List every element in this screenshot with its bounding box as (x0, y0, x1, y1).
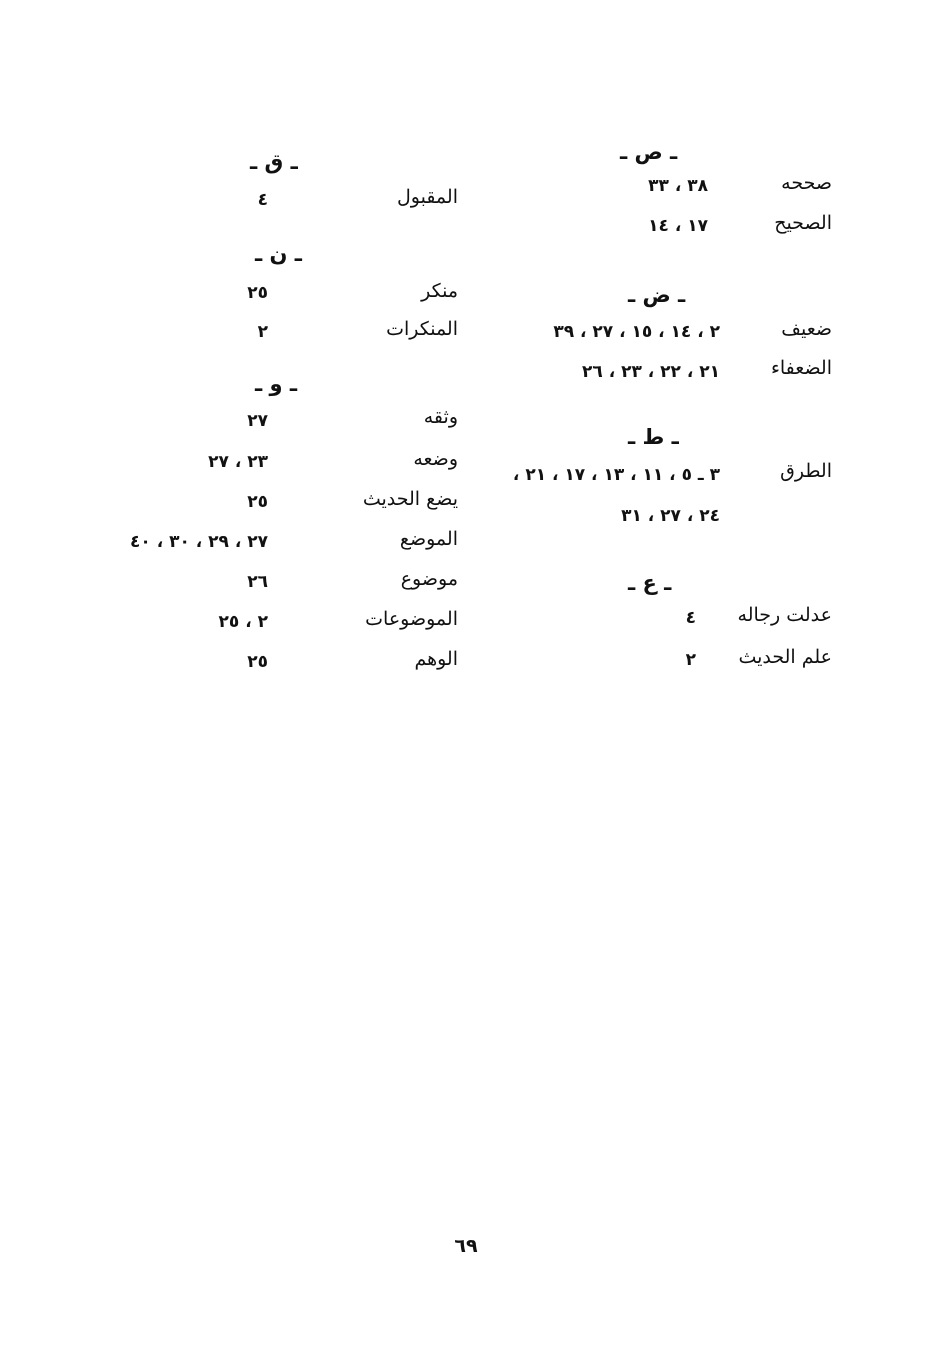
index-pages: ٢٦ (247, 572, 268, 592)
index-term: الطرق (780, 460, 832, 482)
index-term: الصحيح (774, 212, 832, 234)
heading-ain: ـ ع ـ (628, 571, 672, 595)
index-term: يضع الحديث (362, 488, 458, 510)
index-term: الضعفاء (770, 357, 832, 379)
heading-waw: ـ و ـ (255, 372, 298, 396)
index-term: موضوع (400, 568, 458, 590)
index-pages: ٢٣ ، ٢٧ (208, 452, 268, 472)
index-pages: ٢٧ (247, 411, 268, 431)
index-pages: ٢ ، ١٤ ، ١٥ ، ٢٧ ، ٣٩ (553, 322, 720, 342)
page-number: ٦٩ (454, 1235, 478, 1257)
index-pages: ٢٥ (247, 283, 268, 303)
index-pages: ٤ (685, 608, 696, 628)
index-pages: ١٧ ، ١٤ (648, 216, 708, 236)
index-term: صححه (781, 172, 832, 194)
index-term: المقبول (396, 186, 458, 208)
index-pages: ٣ ـ ٥ ، ١١ ، ١٣ ، ١٧ ، ٢١ ، (512, 465, 720, 485)
heading-ta: ـ ط ـ (628, 425, 679, 449)
index-pages: ٢٥ (247, 652, 268, 672)
index-term: وثقه (423, 406, 458, 428)
index-term: وضعه (413, 448, 458, 470)
index-term: عدلت رجاله (737, 604, 832, 626)
index-pages-continued: ٢٤ ، ٢٧ ، ٣١ (621, 506, 720, 526)
index-term: الموضع (399, 528, 458, 550)
heading-sad: ـ ص ـ (620, 140, 678, 164)
index-term: علم الحديث (738, 646, 832, 668)
heading-qaf: ـ ق ـ (250, 150, 298, 174)
index-pages: ٢١ ، ٢٢ ، ٢٣ ، ٢٦ (582, 362, 720, 382)
index-pages: ٢٥ (247, 492, 268, 512)
index-pages: ٣٨ ، ٣٣ (648, 176, 708, 196)
heading-nun: ـ ن ـ (255, 242, 302, 266)
index-term: ضعيف (781, 318, 832, 340)
index-pages: ٢ (257, 322, 268, 342)
index-pages: ٢٧ ، ٢٩ ، ٣٠ ، ٤٠ (130, 532, 268, 552)
index-pages: ٢ ، ٢٥ (218, 612, 268, 632)
index-term: منكر (421, 280, 458, 302)
index-term: الموضوعات (365, 608, 458, 630)
index-term: المنكرات (386, 318, 458, 340)
index-pages: ٢ (685, 650, 696, 670)
index-pages: ٤ (257, 190, 268, 210)
index-term: الوهم (414, 648, 458, 670)
heading-dad: ـ ض ـ (628, 283, 686, 307)
